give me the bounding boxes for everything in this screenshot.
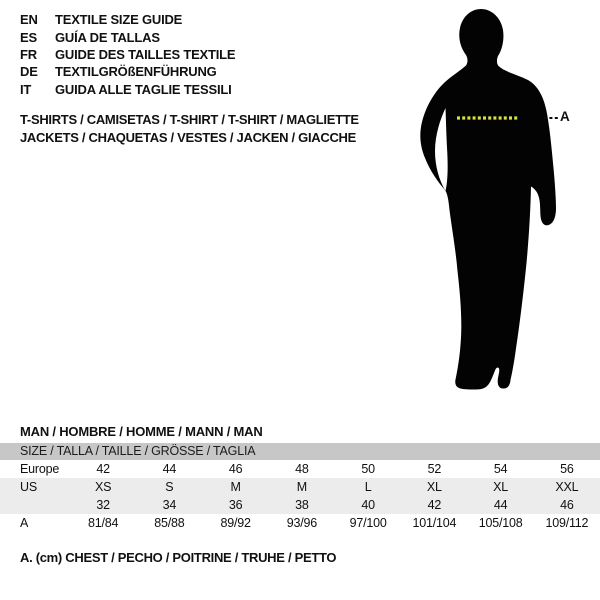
language-code: IT — [20, 81, 32, 97]
table-cell: M — [230, 480, 241, 494]
table-cell: 44 — [162, 462, 177, 476]
table-row-numeric — [0, 496, 600, 514]
table-cell: S — [165, 480, 174, 494]
table-row-europe — [0, 460, 600, 478]
table-cell: XL — [493, 480, 509, 494]
table-cell: 109/112 — [545, 516, 589, 530]
table-cell: 93/96 — [286, 516, 318, 530]
table-cell: 42 — [427, 498, 442, 512]
size-table — [0, 443, 600, 532]
language-row-en — [20, 11, 235, 28]
language-label: TEXTILE SIZE GUIDE — [55, 12, 183, 28]
table-cell: 44 — [493, 498, 508, 512]
table-cell: 42 — [96, 462, 110, 476]
table-cell: 34 — [162, 498, 177, 512]
table-cell: 36 — [228, 498, 243, 512]
table-cell: XXL — [555, 480, 579, 494]
language-row-de — [20, 63, 235, 80]
table-cell: 81/84 — [87, 516, 119, 530]
row-label: Europe — [20, 462, 60, 476]
table-cell: XL — [426, 480, 442, 494]
table-cell: 101/104 — [412, 516, 457, 530]
table-cell: L — [364, 480, 372, 494]
table-cell: 54 — [493, 462, 508, 476]
section-title-man: MAN / HOMBRE / HOMME / MANN / MAN — [20, 424, 263, 439]
table-cell: XS — [94, 480, 112, 494]
language-row-it — [20, 81, 235, 98]
language-label: GUIDA ALLE TAGLIE TESSILI — [55, 81, 232, 97]
category-line-jackets: JACKETS / CHAQUETAS / VESTES / JACKEN / GIACCHE — [20, 130, 356, 145]
language-row-es — [20, 28, 235, 45]
language-label: GUIDE DES TAILLES TEXTILE — [55, 46, 236, 62]
table-cell: 48 — [295, 462, 309, 476]
language-label: GUÍA DE TALLAS — [55, 29, 160, 45]
table-row-us — [0, 478, 600, 496]
garment-categories — [20, 111, 359, 147]
row-label: A — [20, 516, 29, 530]
language-code: EN — [20, 12, 38, 28]
measurement-label-a: A — [560, 109, 570, 124]
language-guide-list — [20, 11, 235, 98]
man-body-shape — [420, 9, 556, 390]
language-row-fr — [20, 46, 235, 63]
language-code: ES — [20, 29, 37, 45]
table-cell: 85/88 — [154, 516, 185, 530]
table-cell: 52 — [427, 462, 442, 476]
table-cell: M — [296, 480, 307, 494]
table-row-chest-a — [0, 514, 600, 532]
table-cell: 89/92 — [220, 516, 251, 530]
language-label: TEXTILGRÖßENFÜHRUNG — [55, 64, 217, 80]
size-table-header: SIZE / TALLA / TAILLE / GRÖSSE / TAGLIA — [0, 443, 600, 460]
table-cell: 32 — [96, 498, 110, 512]
man-silhouette-svg — [398, 0, 568, 400]
table-cell: 56 — [560, 462, 574, 476]
table-cell: 97/100 — [349, 516, 387, 530]
table-cell: 46 — [228, 462, 243, 476]
table-cell: 38 — [295, 498, 309, 512]
language-code: DE — [20, 64, 38, 80]
table-cell: 50 — [361, 462, 375, 476]
man-silhouette-figure — [398, 0, 568, 400]
category-line-tshirts: T-SHIRTS / CAMISETAS / T-SHIRT / T-SHIRT / MAGLIETTE — [20, 112, 359, 127]
language-code: FR — [20, 46, 37, 62]
row-label: US — [20, 480, 37, 494]
table-cell: 40 — [361, 498, 375, 512]
table-cell: 105/108 — [478, 516, 523, 530]
table-cell: 46 — [560, 498, 574, 512]
measurement-footnote: A. (cm) CHEST / PECHO / POITRINE / TRUHE / PETTO — [20, 550, 337, 565]
